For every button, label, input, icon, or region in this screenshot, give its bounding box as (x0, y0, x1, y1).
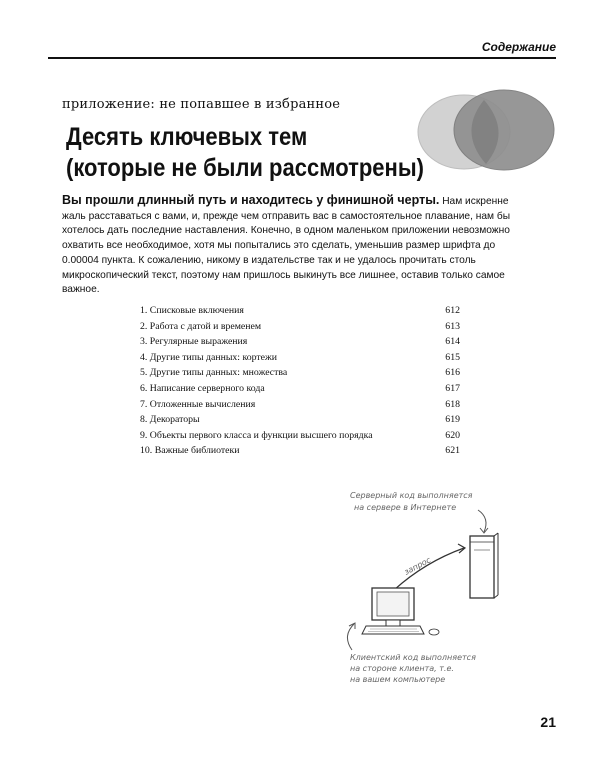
toc-item-page: 620 (445, 429, 460, 441)
toc-item[interactable] (140, 399, 460, 415)
toc-item[interactable] (140, 336, 460, 352)
title-line-2: (которые не были рассмотрены) (66, 154, 424, 182)
intro-lead: Вы прошли длинный путь и находитесь у финишной черты. (62, 193, 440, 207)
toc-item[interactable] (140, 305, 460, 321)
computer-icon (362, 588, 439, 635)
appendix-label: приложение: не попавшее в избранное (62, 97, 341, 112)
toc-item-label: 3. Регулярные выражения (140, 336, 248, 348)
venn-diagram-image (408, 88, 558, 178)
client-note-line-3: на вашем компьютере (350, 675, 446, 684)
server-note-arrow (478, 510, 486, 532)
client-note-line-2: на стороне клиента, т.е. (350, 664, 454, 673)
toc-item-label: 1. Списковые включения (140, 305, 244, 316)
page-number: 21 (540, 714, 556, 730)
intro-paragraph (62, 193, 532, 298)
toc-item-page: 615 (445, 351, 460, 363)
toc-item-page: 612 (445, 305, 460, 316)
client-note-line-1: Клиентский код выполняется (350, 653, 476, 662)
toc-item-label: 9. Объекты первого класса и функции высшего порядка (140, 429, 373, 441)
toc-item[interactable] (140, 367, 460, 383)
toc-item-page: 613 (445, 320, 460, 332)
toc-item-label: 2. Работа с датой и временем (140, 320, 262, 332)
toc-item-label: 10. Важные библиотеки (140, 445, 240, 457)
toc-item[interactable] (140, 383, 460, 399)
toc-item-label: 5. Другие типы данных: множества (140, 367, 288, 379)
venn-right-circle (454, 90, 554, 170)
server-note-line-2: на сервере в Интернете (354, 503, 457, 512)
title-line-1: Десять ключевых тем (66, 123, 308, 151)
toc-item[interactable] (140, 414, 460, 430)
intro-body: Нам искренне жаль расставаться с вами, и, прежде чем отправить вас в самостоятельное плавание, нам бы хотелось дать последние наставления. Конечно, в одном маленьком приложении невозможно охватить все необходимое, хотя мы попытались это сделать, уменьшив размер шрифта до 0.00004 пункта. К сожалению, никому в издательстве так и не удалось прочитать столь микроскопический текст, поэтому нам пришлось выкинуть все лишнее, оставив только самое важное. (62, 196, 511, 296)
server-note-line-1: Серверный код выполняется (350, 491, 473, 500)
toc-item[interactable] (140, 321, 460, 337)
client-note-arrow (347, 624, 354, 650)
toc-item-page: 621 (445, 445, 460, 457)
table-of-contents (140, 305, 460, 461)
toc-item-page: 619 (445, 414, 460, 426)
toc-item-page: 616 (445, 367, 460, 379)
toc-item[interactable] (140, 445, 460, 461)
toc-item-page: 617 (445, 382, 460, 394)
header-rule (48, 57, 556, 59)
client-server-illustration (320, 478, 530, 684)
toc-item-page: 618 (445, 398, 460, 410)
toc-item-label: 4. Другие типы данных: кортежи (140, 351, 278, 363)
request-label: запрос (402, 555, 433, 577)
page-title (66, 122, 424, 184)
running-head: Содержание (481, 40, 556, 54)
toc-item-label: 7. Отложенные вычисления (140, 398, 256, 410)
toc-item-label: 6. Написание серверного кода (140, 382, 265, 394)
toc-item-page: 614 (445, 336, 460, 348)
server-tower-icon (470, 533, 498, 598)
toc-item[interactable] (140, 430, 460, 446)
toc-item[interactable] (140, 352, 460, 368)
toc-item-label: 8. Декораторы (140, 414, 200, 426)
